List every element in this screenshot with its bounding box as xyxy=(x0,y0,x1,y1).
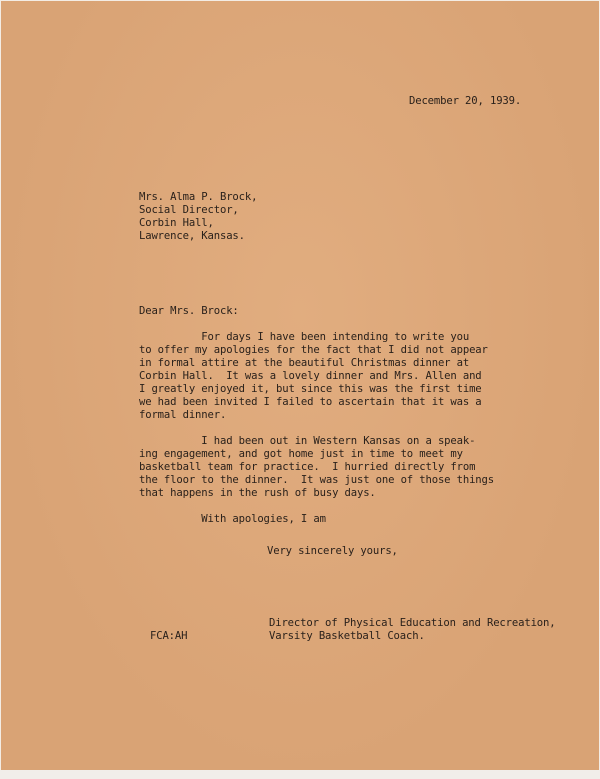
body-line: we had been invited I failed to ascertain that it was a xyxy=(139,396,482,408)
body-line: For days I have been intending to write you xyxy=(139,331,470,343)
scan-bottom-margin xyxy=(0,770,600,779)
body-line: basketball team for practice. I hurried directly from xyxy=(139,461,476,473)
body-line: that happens in the rush of busy days. xyxy=(139,487,376,499)
letter-date: December 20, 1939. xyxy=(409,95,522,107)
body-line: ing engagement, and got home just in time to meet my xyxy=(139,448,463,460)
body-line: to offer my apologies for the fact that I did not appear xyxy=(139,344,488,356)
signature-title-line: Varsity Basketball Coach. xyxy=(269,630,425,642)
recipient-line: Social Director, xyxy=(139,204,239,216)
signature-title-line: Director of Physical Education and Recreation, xyxy=(269,617,556,629)
complimentary-close: Very sincerely yours, xyxy=(267,545,398,557)
body-line: the floor to the dinner. It was just one of those things xyxy=(139,474,494,486)
body-line: I had been out in Western Kansas on a speak- xyxy=(139,435,476,447)
body-line: Corbin Hall. It was a lovely dinner and Mrs. Allen and xyxy=(139,370,482,382)
recipient-line: Corbin Hall, xyxy=(139,217,214,229)
body-line: I greatly enjoyed it, but since this was the first time xyxy=(139,383,482,395)
body-line: in formal attire at the beautiful Christmas dinner at xyxy=(139,357,470,369)
body-line: formal dinner. xyxy=(139,409,227,421)
salutation: Dear Mrs. Brock: xyxy=(139,305,239,317)
reference-initials: FCA:AH xyxy=(150,630,188,642)
body-paragraph-3: With apologies, I am xyxy=(139,513,326,525)
recipient-line: Mrs. Alma P. Brock, xyxy=(139,191,258,203)
recipient-line: Lawrence, Kansas. xyxy=(139,230,245,242)
